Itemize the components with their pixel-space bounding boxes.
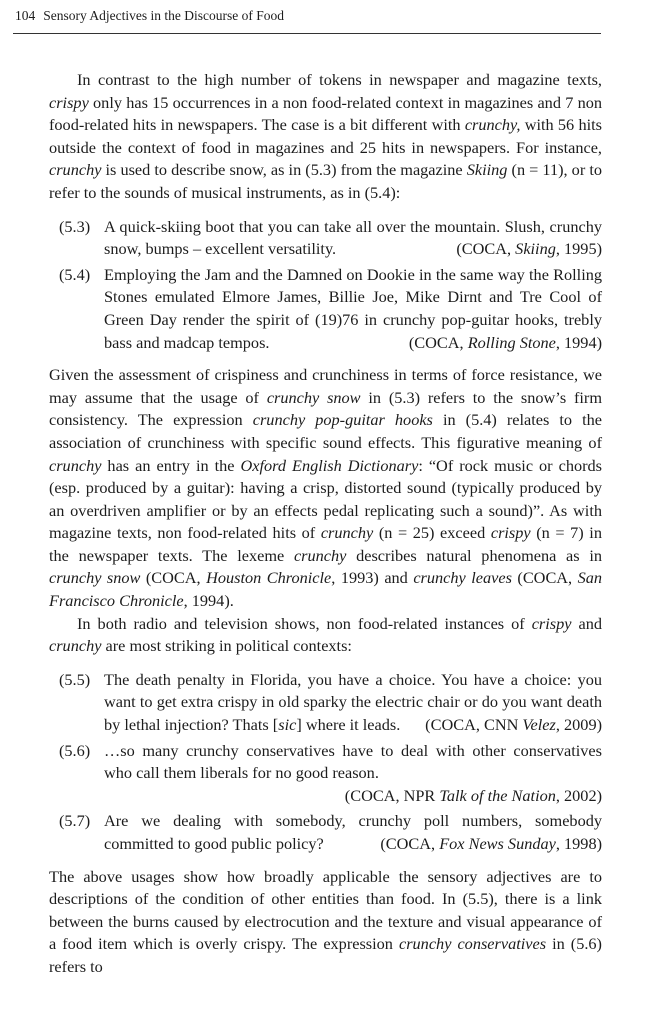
example-text: The death penalty in Florida, you have a choice. You have a choice: you want to get extra crispy in old sparky the electric chair or do you want death by lethal injection? Thats [sic] where it leads. (104, 669, 602, 735)
example-number: (5.7) (59, 811, 91, 831)
paragraph-4: The above usages show how broadly applicable the sensory adjectives are to descriptions of the condition of other entities than food. In (5.5), there is a link between the burns caused by electrocution and the texture and visual appearance of a food item which is overly crispy. The expression crunchy conservatives in (5.6) refers to (49, 866, 602, 976)
running-header (13, 7, 601, 34)
example-source: (COCA, NPR Talk of the Nation, 2002) (344, 785, 602, 805)
page-body (49, 69, 602, 979)
example-5-7 (49, 810, 602, 855)
example-number: (5.5) (59, 669, 91, 689)
example-group-2 (49, 669, 602, 856)
example-5-6 (49, 740, 602, 808)
running-title: Sensory Adjectives in the Discourse of Food (43, 8, 284, 23)
example-group-1 (49, 216, 602, 355)
example-number: (5.4) (59, 264, 91, 284)
example-text: A quick-skiing boot that you can take all over the mountain. Slush, crunchy snow, bumps – excellent versatility. (104, 216, 602, 259)
example-5-4 (49, 264, 602, 354)
page-number: 104 (15, 8, 36, 23)
example-source: (COCA, Fox News Sunday, 1998) (380, 834, 602, 853)
example-text: Are we dealing with somebody, crunchy poll numbers, somebody committed to good public policy? (104, 811, 602, 853)
example-text: Employing the Jam and the Damned on Dookie in the same way the Rolling Stones emulated Elmore James, Billie Joe, Mike Dirnt and Tre Cool of Green Day render the spirit of (19)76 in crunchy pop-guitar hooks, trebly bass and madcap tempos. (104, 264, 602, 352)
example-source: (COCA, Skiing, 1995) (456, 239, 602, 259)
example-5-3 (49, 216, 602, 261)
example-number: (5.6) (59, 740, 91, 760)
example-5-5 (49, 669, 602, 737)
paragraph-1: In contrast to the high number of tokens in newspaper and magazine texts, crispy only has 15 occurrences in a non food-related context in magazines and 7 non food-related hits in newspapers. The case is a bit different with crunchy, with 56 hits outside the context of food in magazines and 25 hits in newspapers. For instance, crunchy is used to describe snow, as in (5.3) from the magazine Skiing (n = 11), or to refer to the sounds of musical instruments, as in (5.4): (49, 70, 602, 202)
example-number: (5.3) (59, 216, 91, 236)
example-source: (COCA, CNN Velez, 2009) (425, 715, 602, 735)
paragraph-2: Given the assessment of crispiness and crunchiness in terms of force resistance, we may assume that the usage of crunchy snow in (5.3) refers to the snow’s firm consistency. The expression crunchy pop-guitar hooks in (5.4) relates to the association of crunchiness with specific sound effects. This figurative meaning of crunchy has an entry in the Oxford English Dictionary: “Of rock music or chords (esp. produced by a guitar): having a crisp, distorted sound (typically produced by an overdriven amplifier or by an effects pedal replicating such a sound)”. As with magazine texts, non food-related hits of crunchy (n = 25) exceed crispy (n = 7) in the newspaper texts. The lexeme crunchy describes natural phenomena as in crunchy snow (COCA, Houston Chronicle, 1993) and crunchy leaves (COCA, San Francisco Chronicle, 1994). (49, 365, 603, 611)
example-text: …so many crunchy conservatives have to deal with other conservatives who call them liberals for no good reason. (104, 740, 602, 783)
example-source: (COCA, Rolling Stone, 1994) (408, 332, 602, 352)
paragraph-3: In both radio and television shows, non food-related instances of crispy and crunchy are most striking in political contexts: (49, 613, 602, 656)
